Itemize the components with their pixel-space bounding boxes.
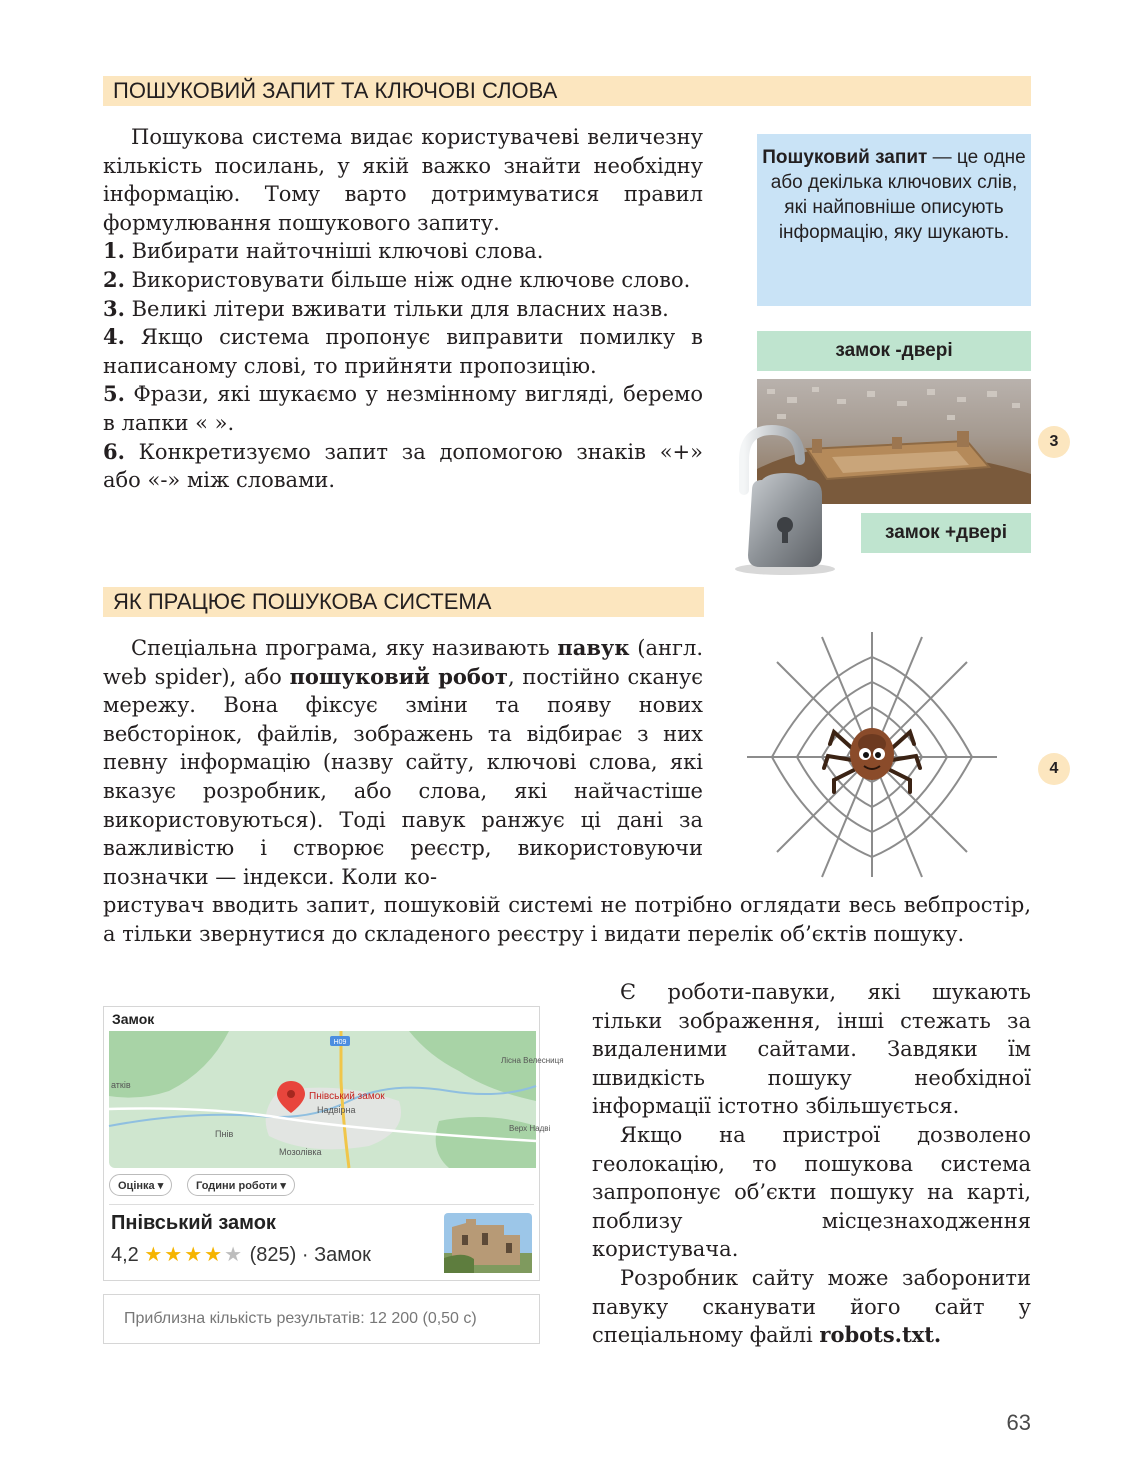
rating-filter-chip[interactable]: Оцінка ▾ bbox=[109, 1174, 172, 1196]
section-heading-text: ЯК ПРАЦЮЄ ПОШУКОВА СИСТЕМА bbox=[113, 589, 492, 614]
spider-web-icon bbox=[742, 632, 1002, 882]
figure-badge-3: 3 bbox=[1038, 426, 1070, 458]
figure-badge-4: 4 bbox=[1038, 753, 1070, 785]
section-heading-text: ПОШУКОВИЙ ЗАПИТ ТА КЛЮЧОВІ СЛОВА bbox=[113, 78, 558, 103]
svg-text:Пнів: Пнів bbox=[215, 1129, 234, 1139]
padlock-icon bbox=[730, 425, 840, 575]
section1-body bbox=[103, 123, 703, 495]
chevron-down-icon: ▾ bbox=[280, 1180, 286, 1192]
rating-value: 4,2 bbox=[111, 1244, 139, 1266]
divider bbox=[109, 1204, 534, 1205]
definition-box bbox=[757, 134, 1031, 306]
svg-text:Надвірна: Надвірна bbox=[317, 1105, 356, 1115]
rule-4: 4. Якщо система пропонує виправити помилку в написаному слові, то прийняти пропозицію. bbox=[103, 324, 703, 378]
results-count: Приблизна кількість результатів: 12 200 (0,50 с) bbox=[103, 1294, 540, 1344]
section-heading-how-search-works bbox=[103, 587, 704, 617]
definition-term: Пошуковий запит bbox=[762, 147, 928, 168]
page-number: 63 bbox=[1006, 1410, 1031, 1435]
chevron-down-icon: ▾ bbox=[157, 1180, 164, 1192]
rating-stars: ★★★★★ bbox=[144, 1244, 245, 1266]
reviews-count: (825) bbox=[249, 1244, 297, 1266]
section-heading-search-query bbox=[103, 76, 1031, 106]
svg-text:Лісна Велесниця: Лісна Велесниця bbox=[501, 1056, 564, 1065]
hours-filter-chip[interactable]: Години роботи ▾ bbox=[187, 1174, 295, 1196]
right-column-text bbox=[592, 978, 1031, 1350]
label-zamok-plus-dveri: замок +двері bbox=[861, 513, 1031, 553]
spider-paragraph-continued: ристувач вводить запит, пошуковій системі не потрібно оглядати весь вебпростір, а тільки звернутися до складеного реєстру і видати перелік об’єктів пошуку. bbox=[103, 893, 1031, 946]
rule-2: 2. Використовувати більше ніж одне ключове слово. bbox=[103, 266, 691, 292]
place-rating-row bbox=[111, 1242, 371, 1267]
robots-images-paragraph: Є роботи-павуки, які шукають тільки зображення, інші стежать за видаленими сайтами. Завдяки їм швидкість пошуку необхідної інформації істотно збільшується. bbox=[592, 980, 1031, 1119]
map-view[interactable] bbox=[109, 1031, 564, 1168]
svg-text:Верх Надві: Верх Надві bbox=[509, 1124, 551, 1133]
svg-text:атків: атків bbox=[111, 1080, 131, 1090]
rule-1: 1. Вибирати найточніші ключові слова. bbox=[103, 238, 544, 264]
rule-3: 3. Великі літери вживати тільки для власних назв. bbox=[103, 295, 669, 321]
place-name[interactable]: Пнівський замок bbox=[111, 1212, 276, 1234]
search-query-label: Замок bbox=[112, 1011, 155, 1027]
place-category: · Замок bbox=[301, 1244, 371, 1266]
definition-text: — це одне або декілька ключових слів, які найповніше описують інформацію, яку шукають. bbox=[770, 147, 1026, 243]
geolocation-paragraph: Якщо на пристрої дозволено геолокацію, то пошукова система запропонує об’єкти пошуку на карті, поблизу місцезнаходження користувача. bbox=[592, 1122, 1031, 1262]
intro-paragraph: Пошукова система видає користувачеві величезну кількість посилань, у якій важко знайти необхідну інформацію. Тому варто дотримуватися правил формулювання пошукового запиту. bbox=[103, 125, 703, 235]
map-place-label: Пнівський замок bbox=[309, 1091, 385, 1102]
label-zamok-minus-dveri: замок -двері bbox=[757, 331, 1031, 371]
castle-thumbnail[interactable] bbox=[444, 1213, 532, 1273]
rule-6: 6. Конкретизуємо запит за допомогою знаків «+» або «-» між словами. bbox=[103, 438, 703, 493]
robots-txt-paragraph: Розробник сайту може заборонити павуку сканувати його сайт у спеціальному файлі robots.txt. bbox=[592, 1265, 1031, 1348]
map-search-card bbox=[103, 1006, 564, 1281]
road-label: H09 bbox=[333, 1039, 347, 1046]
spider-paragraph: Спеціальна програма, яку називають павук (англ. web spider), або пошуковий робот, постійно сканує мережу. Вона фіксує зміни та появу нових вебсторінок, файлів, зображень та відбирає з них певну інформацію (назву сайту, ключові слова, які вказує розробник, або слова, які найчастіше використовуються). Тоді павук ранжує ці дані за важливістю і створює реєстр, використовуючи позначки — індекси. Коли ко- bbox=[103, 635, 703, 889]
svg-text:Мозолівка: Мозолівка bbox=[279, 1147, 322, 1157]
rule-5: 5. Фрази, які шукаємо у незмінному вигляді, беремо в лапки « ». bbox=[103, 381, 703, 435]
